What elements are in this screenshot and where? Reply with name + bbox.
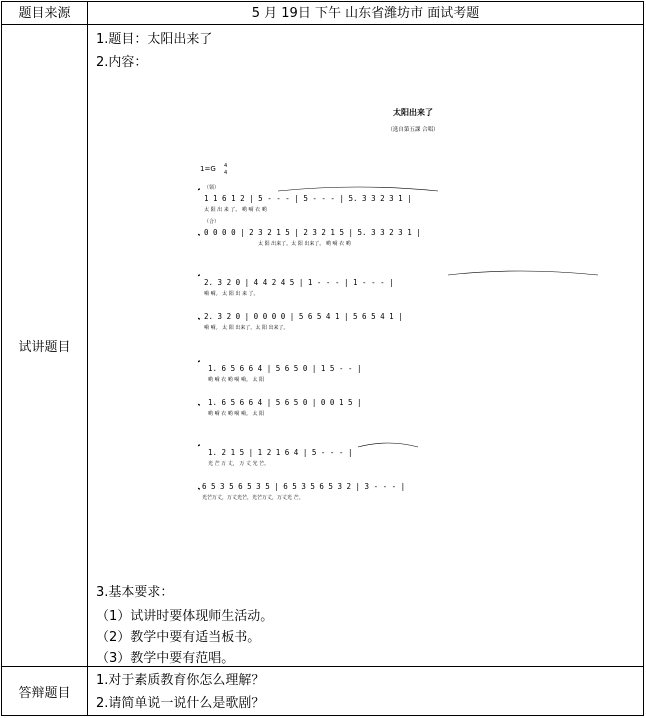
requirement-2: （2）教学中要有适当板书。 <box>96 630 261 645</box>
defense-label: 答辩题目 <box>2 667 88 716</box>
defense-q1: 1.对于素质教育你怎么理解？ <box>96 673 265 688</box>
header-source-label: 题目来源 <box>2 2 88 25</box>
defense-row <box>2 667 644 716</box>
score-sys2-top-lyrics: 嗬 嗬。 太 阳 出 来 了。 <box>204 291 259 297</box>
exam-sheet <box>1 1 644 716</box>
score-sys1-top: 1 1 6 1 2 | 5 - - - | 5 - - - | 5. 3 3 2 3 1 | <box>204 194 412 203</box>
trial-row <box>2 25 644 667</box>
score-sys4-bot: 6 5 3 5 6 5 3 5 | 6 5 3 5 6 5 3 2 | 3 - - - | <box>202 482 406 491</box>
score-sys3-top: 1. 6 5 6 6 4 | 5 6 5 0 | 1 5 - - | <box>208 364 362 373</box>
score-subtitle: （选自第五課 合唱） <box>387 127 439 133</box>
music-score <box>198 97 628 517</box>
score-sys2-top: 2. 3 2 0 | 4 4 2 4 5 | 1 - - - | 1 - - - | <box>204 278 394 287</box>
requirement-3: （3）教学中要有范唱。 <box>96 651 235 666</box>
requirement-1: （1）试讲时要体现师生活动。 <box>96 609 274 624</box>
music-score-image <box>198 97 628 517</box>
trial-label: 试讲题目 <box>2 25 88 667</box>
score-time-bottom: 4 <box>224 170 228 176</box>
score-sys1-top-lyrics: 太 阳 出 来 了。 哟 嗬 衣 哟 <box>204 207 267 213</box>
score-sys3-top-lyrics: 哟 嗬 衣 哟 嗬 嗬。 太 阳 <box>208 377 265 383</box>
score-voice2: （合） <box>204 219 220 225</box>
score-sys1-bot: 0 0 0 0 | 2 3 2 1 5 | 2 3 2 1 5 | 5. 3 3 2 3 1 | <box>204 228 421 237</box>
defense-content <box>88 667 644 716</box>
score-sys4-top: 1. 2 1 5 | 1 2 1 6 4 | 5 - - - | <box>208 448 353 457</box>
score-sys1-bot-lyrics: 太 阳 出来了。太 阳 出来了。 哟 嗬 衣 哟 <box>258 241 351 247</box>
score-sys4-top-lyrics: 光 芒 万 丈， 万 丈 光 芒。 <box>208 461 270 467</box>
score-sys3-bot: 1. 6 5 6 6 4 | 5 6 5 0 | 0 0 1 5 | <box>208 398 362 407</box>
score-sys2-bot: 2. 3 2 0 | 0 0 0 0 | 5 6 5 4 1 | 5 6 5 4 1 | <box>204 312 403 321</box>
defense-q2: 2.请简单说一说什么是歌剧？ <box>96 696 265 711</box>
score-sys4-bot-lyrics: 光芒万丈，万丈光芒，光芒万丈，万丈光 芒。 <box>202 495 304 501</box>
header-source-value: 5 月 19日 下午 山东省潍坊市 面试考题 <box>88 2 644 25</box>
score-title: 太阳出来了 <box>393 108 433 117</box>
requirements-title: 3.基本要求： <box>96 585 174 600</box>
score-voice1: （领） <box>204 185 220 191</box>
score-time-top: 4 <box>224 163 228 169</box>
score-sys2-bot-lyrics: 嗬 嗬。 太 阳 出来了。太 阳 出来了。 <box>204 325 289 331</box>
score-key: 1=G <box>200 165 216 173</box>
trial-content-line: 2.内容： <box>96 55 148 70</box>
score-sys3-bot-lyrics: 哟 嗬 衣 哟 嗬 嗬。 太 阳 <box>208 411 265 417</box>
trial-content <box>88 25 644 667</box>
trial-title-line: 1.题目：太阳出来了 <box>96 32 213 47</box>
header-row <box>2 2 644 25</box>
